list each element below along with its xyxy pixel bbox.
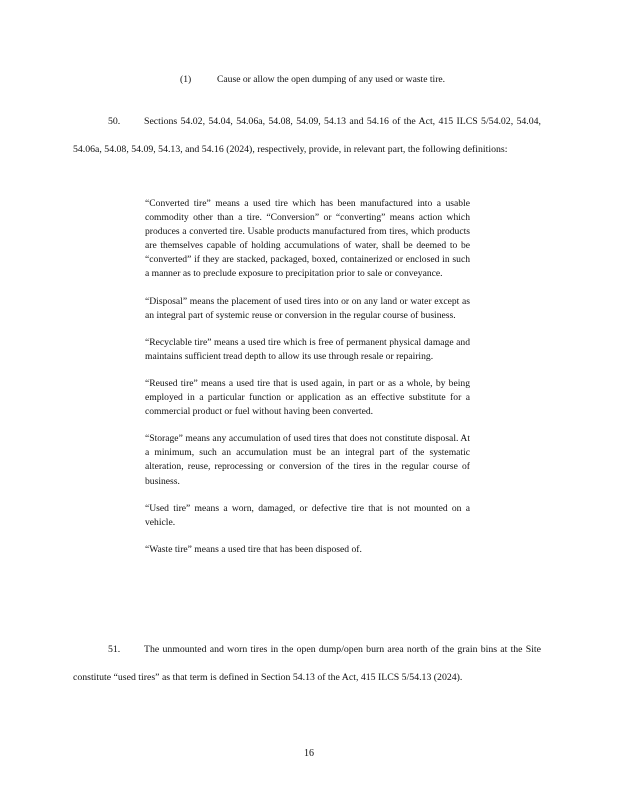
definition-reused-tire: “Reused tire” means a used tire that is used again, in part or as a whole, by being employed in a particular function or application as an effective substitute for a commercial product or fuel without having been converted. xyxy=(145,377,470,418)
definition-disposal: “Disposal” means the placement of used tires into or on any land or water except as an integral part of systemic reuse or conversion in the regular course of business. xyxy=(145,295,470,321)
paragraph-51 xyxy=(73,636,541,691)
paragraph-50-text: Sections 54.02, 54.04, 54.06a, 54.08, 54.09, 54.13 and 54.16 of the Act, 415 ILCS 5/54.02, 54.04, 54.06a, 54.08, 54.09, 54.13, and 54.16 (2024), respectively, provide, in relevant part, the following definitions: xyxy=(73,116,541,155)
list-item-number: (1) xyxy=(180,74,192,85)
definition-recyclable-tire: “Recyclable tire” means a used tire which is free of permanent physical damage and maintains sufficient tread depth to allow its use through resale or repairing. xyxy=(145,336,470,362)
definitions-block xyxy=(145,197,470,557)
paragraph-50 xyxy=(73,108,541,163)
definition-used-tire: “Used tire” means a worn, damaged, or defective tire that is not mounted on a vehicle. xyxy=(145,502,470,528)
paragraph-51-number: 51. xyxy=(108,644,121,655)
definition-converted-tire: “Converted tire” means a used tire which has been manufactured into a usable commodity other than a tire. “Conversion” or “converting” means action which produces a converted tire. Usable products manufactured from tires, which products are themselves capable of holding accumulations of water, shall be deemed to be “converted” if they are stacked, packaged, boxed, containerized or enclosed in such a manner as to preclude exposure to precipitation prior to sale or conveyance. xyxy=(145,198,470,280)
page-number: 16 xyxy=(304,748,314,759)
definition-storage: “Storage” means any accumulation of used tires that does not constitute disposal. At a minimum, such an accumulation must be an integral part of the systematic alteration, reuse, reprocessing or conversion of the tires in the regular course of business. xyxy=(145,433,470,487)
paragraph-51-text: The unmounted and worn tires in the open dump/open burn area north of the grain bins at the Site constitute “used tires” as that term is defined in Section 54.13 of the Act, 415 ILCS 5/54.13 (2024). xyxy=(73,644,541,683)
paragraph-50-number: 50. xyxy=(108,116,121,127)
list-item-text: Cause or allow the open dumping of any used or waste tire. xyxy=(217,74,446,85)
definition-waste-tire: “Waste tire” means a used tire that has been disposed of. xyxy=(145,543,362,555)
